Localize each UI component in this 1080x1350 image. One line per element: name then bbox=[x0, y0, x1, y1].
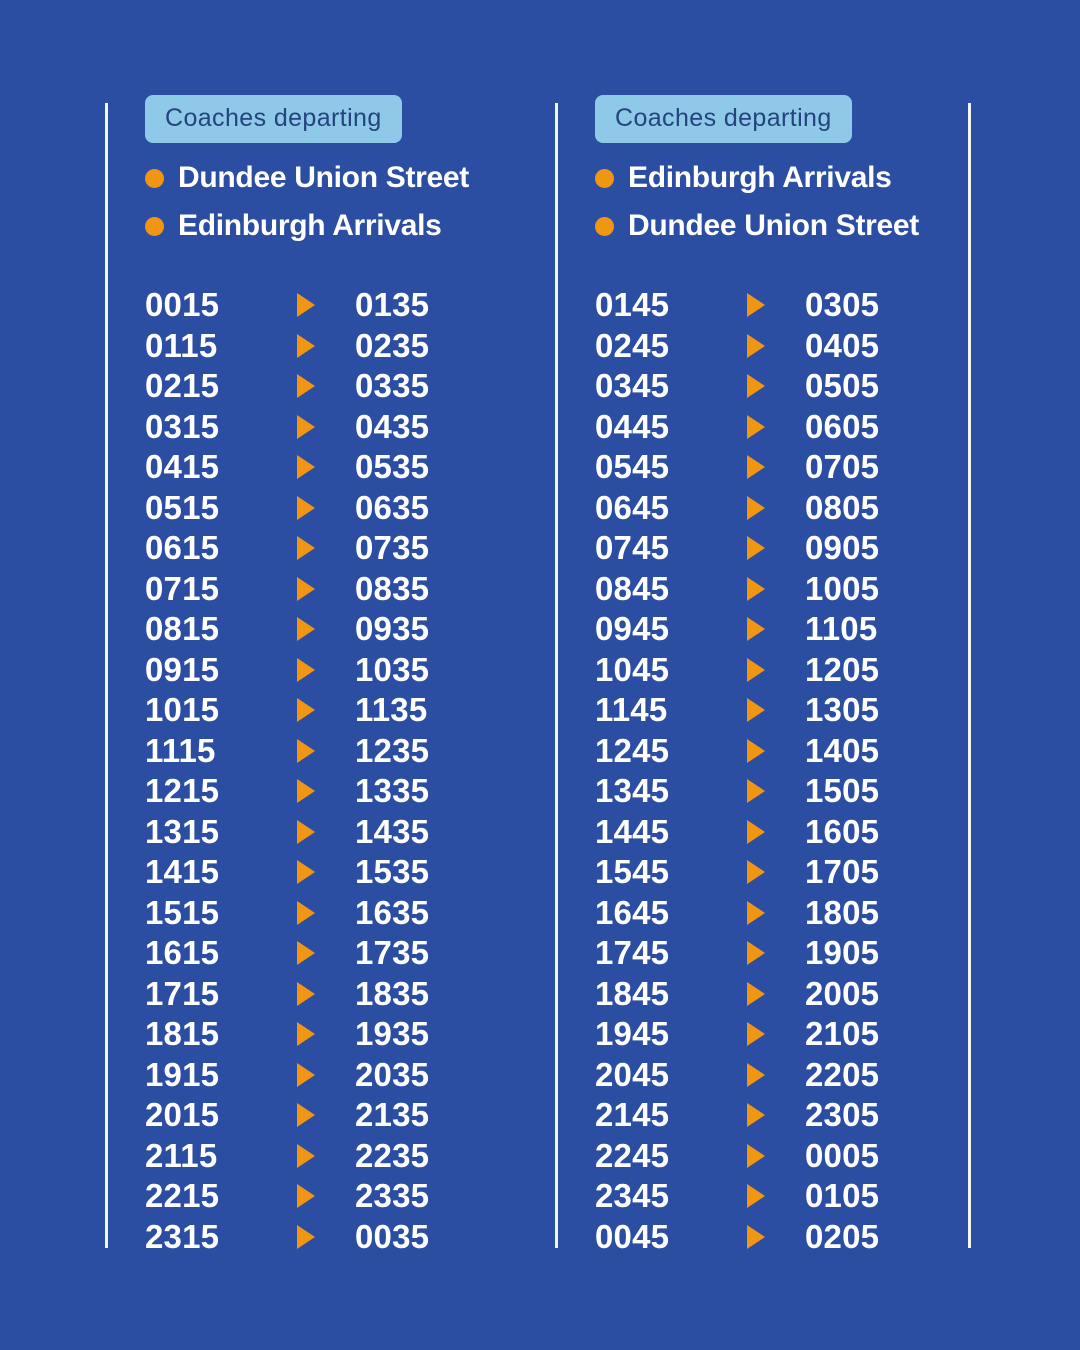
bullet-dot-icon bbox=[145, 217, 164, 236]
arrow-right-icon bbox=[745, 778, 805, 804]
departure-time: 0515 bbox=[145, 488, 220, 526]
departure-time: 1945 bbox=[595, 1015, 670, 1053]
arrow-right-icon bbox=[295, 333, 355, 359]
departure-time: 0015 bbox=[145, 286, 220, 324]
arrow-right-icon bbox=[745, 292, 805, 318]
table-row bbox=[595, 933, 995, 974]
departure-time: 0415 bbox=[145, 448, 220, 486]
arrival-time: 1035 bbox=[355, 650, 430, 688]
arrow-right-icon bbox=[745, 373, 805, 399]
arrow-right-icon bbox=[745, 940, 805, 966]
table-row bbox=[145, 933, 545, 974]
departure-time: 2015 bbox=[145, 1096, 220, 1134]
arrow-right-icon bbox=[745, 657, 805, 683]
arrow-right-icon bbox=[295, 657, 355, 683]
table-row bbox=[145, 812, 545, 853]
departure-time: 0915 bbox=[145, 650, 220, 688]
arrival-time: 1505 bbox=[805, 772, 880, 810]
arrival-time: 1305 bbox=[805, 691, 880, 729]
arrival-time: 2335 bbox=[355, 1177, 430, 1215]
departure-time: 1815 bbox=[145, 1015, 220, 1053]
arrow-right-icon bbox=[295, 738, 355, 764]
departure-time: 1715 bbox=[145, 974, 220, 1012]
route-destination-label: Dundee Union Street bbox=[628, 209, 919, 242]
route-destination bbox=[145, 209, 545, 243]
table-row bbox=[595, 812, 995, 853]
panel-header-tag: Coaches departing bbox=[145, 95, 402, 143]
arrival-time: 0405 bbox=[805, 326, 880, 364]
arrow-right-icon bbox=[295, 778, 355, 804]
table-row bbox=[145, 1055, 545, 1096]
route-origin bbox=[595, 161, 995, 195]
timetable-panel-outbound bbox=[105, 95, 545, 1350]
departure-time: 0045 bbox=[595, 1217, 670, 1255]
arrow-right-icon bbox=[745, 414, 805, 440]
route-destination-label: Edinburgh Arrivals bbox=[178, 209, 442, 242]
departure-time: 0215 bbox=[145, 367, 220, 405]
arrow-right-icon bbox=[295, 292, 355, 318]
table-row bbox=[145, 893, 545, 934]
bullet-dot-icon bbox=[145, 169, 164, 188]
arrow-right-icon bbox=[745, 535, 805, 561]
arrival-time: 0805 bbox=[805, 488, 880, 526]
bullet-dot-icon bbox=[595, 217, 614, 236]
departure-time: 2145 bbox=[595, 1096, 670, 1134]
departure-time: 0815 bbox=[145, 610, 220, 648]
arrival-time: 1005 bbox=[805, 569, 880, 607]
arrow-right-icon bbox=[745, 1183, 805, 1209]
arrow-right-icon bbox=[745, 697, 805, 723]
table-row bbox=[595, 1176, 995, 1217]
departure-time: 2115 bbox=[145, 1136, 218, 1174]
departure-time: 2215 bbox=[145, 1177, 220, 1215]
departure-time: 1315 bbox=[145, 812, 220, 850]
arrival-time: 0335 bbox=[355, 367, 430, 405]
arrival-time: 1635 bbox=[355, 893, 430, 931]
table-row bbox=[145, 731, 545, 772]
departure-time: 0615 bbox=[145, 529, 220, 567]
table-row bbox=[145, 326, 545, 367]
departure-time: 0845 bbox=[595, 569, 670, 607]
arrow-right-icon bbox=[745, 900, 805, 926]
arrival-time: 0835 bbox=[355, 569, 430, 607]
table-row bbox=[595, 771, 995, 812]
departure-time: 2345 bbox=[595, 1177, 670, 1215]
departure-time: 1215 bbox=[145, 772, 220, 810]
arrival-time: 1805 bbox=[805, 893, 880, 931]
arrival-time: 1535 bbox=[355, 853, 430, 891]
arrival-time: 0705 bbox=[805, 448, 880, 486]
arrow-right-icon bbox=[295, 535, 355, 561]
arrival-time: 1705 bbox=[805, 853, 880, 891]
arrival-time: 1205 bbox=[805, 650, 880, 688]
arrival-time: 2005 bbox=[805, 974, 880, 1012]
table-row bbox=[595, 488, 995, 529]
table-row bbox=[595, 1055, 995, 1096]
departure-time: 0315 bbox=[145, 407, 220, 445]
departure-time: 1915 bbox=[145, 1055, 220, 1093]
timetable-panel-inbound bbox=[555, 95, 995, 1350]
table-row bbox=[595, 974, 995, 1015]
arrival-time: 1135 bbox=[355, 691, 428, 729]
departure-time: 1045 bbox=[595, 650, 670, 688]
arrow-right-icon bbox=[745, 738, 805, 764]
table-row bbox=[145, 1014, 545, 1055]
arrow-right-icon bbox=[295, 495, 355, 521]
departure-time: 0345 bbox=[595, 367, 670, 405]
arrival-time: 0005 bbox=[805, 1136, 880, 1174]
table-row bbox=[595, 285, 995, 326]
departure-time: 1745 bbox=[595, 934, 670, 972]
departure-time: 1115 bbox=[145, 731, 216, 769]
route-origin bbox=[145, 161, 545, 195]
arrow-right-icon bbox=[295, 1143, 355, 1169]
arrival-time: 0305 bbox=[805, 286, 880, 324]
arrival-time: 2105 bbox=[805, 1015, 880, 1053]
arrival-time: 1605 bbox=[805, 812, 880, 850]
arrow-right-icon bbox=[295, 1102, 355, 1128]
arrow-right-icon bbox=[295, 414, 355, 440]
departure-time: 2245 bbox=[595, 1136, 670, 1174]
departure-time: 0115 bbox=[145, 326, 218, 364]
arrival-time: 0235 bbox=[355, 326, 430, 364]
arrow-right-icon bbox=[295, 576, 355, 602]
arrival-time: 1235 bbox=[355, 731, 430, 769]
departure-time: 1145 bbox=[595, 691, 668, 729]
arrow-right-icon bbox=[295, 454, 355, 480]
table-row bbox=[595, 1136, 995, 1177]
table-row bbox=[145, 488, 545, 529]
arrival-time: 0205 bbox=[805, 1217, 880, 1255]
departure-time: 1415 bbox=[145, 853, 220, 891]
arrow-right-icon bbox=[745, 1143, 805, 1169]
table-row bbox=[145, 1176, 545, 1217]
departure-time: 2315 bbox=[145, 1217, 220, 1255]
arrival-time: 0105 bbox=[805, 1177, 880, 1215]
arrival-time: 2235 bbox=[355, 1136, 430, 1174]
table-row bbox=[595, 650, 995, 691]
arrival-time: 1405 bbox=[805, 731, 880, 769]
table-row bbox=[595, 407, 995, 448]
arrow-right-icon bbox=[295, 1183, 355, 1209]
arrow-right-icon bbox=[295, 616, 355, 642]
table-row bbox=[595, 1014, 995, 1055]
table-row bbox=[595, 893, 995, 934]
arrow-right-icon bbox=[295, 819, 355, 845]
table-row bbox=[145, 407, 545, 448]
arrow-right-icon bbox=[745, 1224, 805, 1250]
departure-time: 1845 bbox=[595, 974, 670, 1012]
arrow-right-icon bbox=[295, 981, 355, 1007]
table-row bbox=[595, 1095, 995, 1136]
departure-time: 1245 bbox=[595, 731, 670, 769]
departure-time: 1515 bbox=[145, 893, 220, 931]
table-row bbox=[145, 690, 545, 731]
arrival-time: 0035 bbox=[355, 1217, 430, 1255]
arrow-right-icon bbox=[745, 859, 805, 885]
arrival-time: 2305 bbox=[805, 1096, 880, 1134]
arrival-time: 0535 bbox=[355, 448, 430, 486]
arrival-time: 0935 bbox=[355, 610, 430, 648]
arrival-time: 0635 bbox=[355, 488, 430, 526]
departure-time: 0145 bbox=[595, 286, 670, 324]
arrival-time: 0735 bbox=[355, 529, 430, 567]
departure-time: 1445 bbox=[595, 812, 670, 850]
table-row bbox=[595, 528, 995, 569]
arrow-right-icon bbox=[745, 333, 805, 359]
arrow-right-icon bbox=[745, 1102, 805, 1128]
departure-time: 1545 bbox=[595, 853, 670, 891]
arrow-right-icon bbox=[295, 940, 355, 966]
arrival-time: 1735 bbox=[355, 934, 430, 972]
arrow-right-icon bbox=[295, 697, 355, 723]
table-row bbox=[145, 1217, 545, 1258]
arrow-right-icon bbox=[295, 859, 355, 885]
route-origin-label: Edinburgh Arrivals bbox=[628, 161, 892, 194]
departure-time: 0645 bbox=[595, 488, 670, 526]
arrow-right-icon bbox=[295, 900, 355, 926]
table-row bbox=[595, 366, 995, 407]
arrival-time: 1105 bbox=[805, 610, 878, 648]
departure-time: 1345 bbox=[595, 772, 670, 810]
departure-time: 1615 bbox=[145, 934, 220, 972]
arrival-time: 0435 bbox=[355, 407, 430, 445]
departure-time: 0945 bbox=[595, 610, 670, 648]
arrow-right-icon bbox=[745, 576, 805, 602]
table-row bbox=[145, 285, 545, 326]
arrow-right-icon bbox=[295, 1224, 355, 1250]
times-list-outbound bbox=[145, 285, 545, 1257]
table-row bbox=[145, 447, 545, 488]
table-row bbox=[595, 690, 995, 731]
arrival-time: 0135 bbox=[355, 286, 430, 324]
table-row bbox=[595, 731, 995, 772]
table-row bbox=[145, 1136, 545, 1177]
arrival-time: 1935 bbox=[355, 1015, 430, 1053]
departure-time: 0245 bbox=[595, 326, 670, 364]
arrival-time: 0605 bbox=[805, 407, 880, 445]
arrow-right-icon bbox=[745, 1021, 805, 1047]
departure-time: 0745 bbox=[595, 529, 670, 567]
arrow-right-icon bbox=[295, 1021, 355, 1047]
table-row bbox=[145, 852, 545, 893]
arrival-time: 0505 bbox=[805, 367, 880, 405]
times-list-inbound bbox=[595, 285, 995, 1257]
table-row bbox=[595, 609, 995, 650]
route-origin-label: Dundee Union Street bbox=[178, 161, 469, 194]
table-row bbox=[145, 528, 545, 569]
arrival-time: 2135 bbox=[355, 1096, 430, 1134]
departure-time: 0545 bbox=[595, 448, 670, 486]
arrival-time: 2035 bbox=[355, 1055, 430, 1093]
table-row bbox=[595, 326, 995, 367]
panel-header-tag: Coaches departing bbox=[595, 95, 852, 143]
arrow-right-icon bbox=[295, 373, 355, 399]
table-row bbox=[145, 366, 545, 407]
departure-time: 2045 bbox=[595, 1055, 670, 1093]
arrival-time: 2205 bbox=[805, 1055, 880, 1093]
table-row bbox=[595, 569, 995, 610]
table-row bbox=[145, 609, 545, 650]
table-row bbox=[595, 852, 995, 893]
arrival-time: 1835 bbox=[355, 974, 430, 1012]
table-row bbox=[145, 1095, 545, 1136]
table-row bbox=[145, 650, 545, 691]
departure-time: 0445 bbox=[595, 407, 670, 445]
bullet-dot-icon bbox=[595, 169, 614, 188]
arrow-right-icon bbox=[745, 454, 805, 480]
table-row bbox=[145, 974, 545, 1015]
departure-time: 1645 bbox=[595, 893, 670, 931]
table-row bbox=[145, 569, 545, 610]
arrival-time: 0905 bbox=[805, 529, 880, 567]
arrival-time: 1905 bbox=[805, 934, 880, 972]
arrow-right-icon bbox=[745, 495, 805, 521]
arrow-right-icon bbox=[745, 616, 805, 642]
departure-time: 0715 bbox=[145, 569, 220, 607]
arrival-time: 1435 bbox=[355, 812, 430, 850]
departure-time: 1015 bbox=[145, 691, 220, 729]
arrival-time: 1335 bbox=[355, 772, 430, 810]
route-destination bbox=[595, 209, 995, 243]
table-row bbox=[595, 1217, 995, 1258]
table-row bbox=[595, 447, 995, 488]
arrow-right-icon bbox=[745, 981, 805, 1007]
arrow-right-icon bbox=[745, 1062, 805, 1088]
table-row bbox=[145, 771, 545, 812]
arrow-right-icon bbox=[745, 819, 805, 845]
arrow-right-icon bbox=[295, 1062, 355, 1088]
